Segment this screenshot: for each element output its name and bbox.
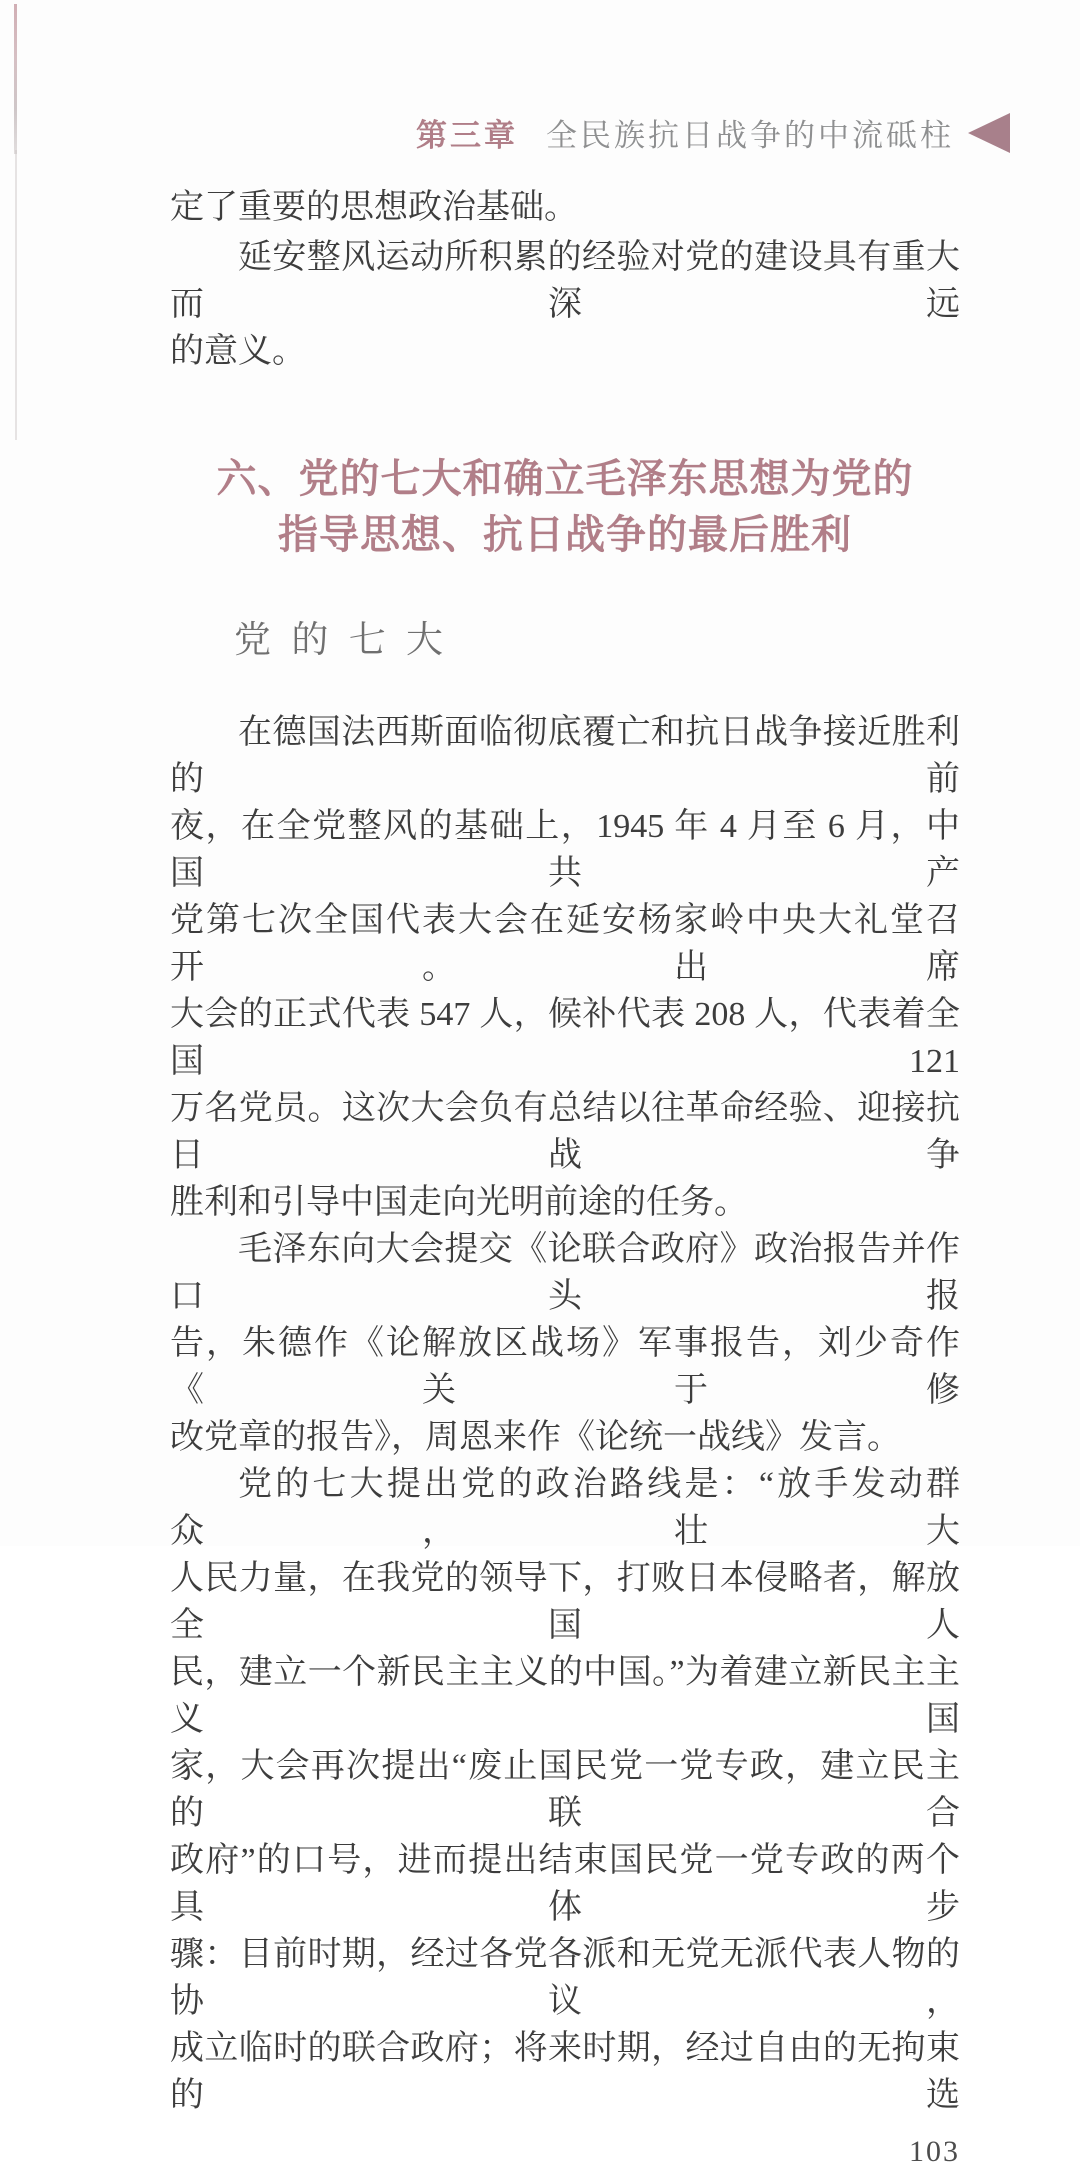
page-header: [416, 110, 1010, 155]
intro-paragraph: [170, 234, 960, 375]
chapter-label: 第三章: [416, 118, 518, 154]
text-line: 骤：目前时期，经过各党各派和无党无派代表人物的协议，: [170, 1936, 960, 2020]
text-line: 党第七次全国代表大会在延安杨家岭中央大礼堂召开。出席: [170, 902, 960, 986]
scan-artifact-line: [14, 4, 17, 154]
section-heading-line1: 六、党的七大和确立毛泽东思想为党的: [216, 456, 914, 502]
text-line: 胜利和引导中国走向光明前途的任务。: [170, 1184, 748, 1221]
text-column: [170, 184, 960, 2169]
text-line: 定了重要的思想政治基础。: [170, 189, 578, 226]
text-line: 政府”的口号，进而提出结束国民党一党专政的两个具体步: [170, 1842, 960, 1926]
text-line: 人民力量，在我党的领导下，打败日本侵略者，解放全国人: [170, 1560, 960, 1644]
body-paragraph-3: [170, 1461, 960, 2119]
subheading: 党的七大: [234, 620, 464, 661]
text-line: 成立临时的联合政府；将来时期，经过自由的无拘束的选: [170, 2030, 960, 2114]
page-number: 103: [909, 2135, 960, 2168]
text-line: 在德国法西斯面临彻底覆亡和抗日战争接近胜利的前: [170, 714, 960, 798]
chapter-title: 全民族抗日战争的中流砥柱: [546, 118, 954, 154]
text-line: 党的七大提出党的政治路线是：“放手发动群众，壮大: [170, 1466, 960, 1550]
body-paragraph-2: [170, 1226, 960, 1461]
section-heading-line2: 指导思想、抗日战争的最后胜利: [278, 512, 852, 558]
text-line: 改党章的报告》，周恩来作《论统一战线》发言。: [170, 1419, 901, 1456]
section-heading: [170, 451, 960, 563]
text-line: 万名党员。这次大会负有总结以往革命经验、迎接抗日战争: [170, 1090, 960, 1174]
text-line: 民，建立一个新民主主义的中国。”为着建立新民主主义国: [170, 1654, 960, 1738]
text-line: 告，朱德作《论解放区战场》军事报告，刘少奇作《关于修: [170, 1325, 960, 1409]
body-paragraph-1: [170, 709, 960, 1226]
continuation-paragraph: [170, 184, 960, 231]
scan-artifact-line-tail: [15, 150, 17, 440]
chapter-marker-triangle-icon: [968, 113, 1010, 153]
text-line: 家，大会再次提出“废止国民党一党专政，建立民主的联合: [170, 1748, 960, 1832]
text-line: 毛泽东向大会提交《论联合政府》政治报告并作口头报: [170, 1231, 960, 1315]
text-line: 延安整风运动所积累的经验对党的建设具有重大而深远: [170, 239, 960, 323]
text-line: 的意义。: [170, 333, 306, 370]
text-line: 夜，在全党整风的基础上，1945 年 4 月至 6 月，中国共产: [170, 808, 960, 892]
text-line: 大会的正式代表 547 人，候补代表 208 人，代表着全国 121: [170, 996, 960, 1080]
page-footer: [170, 2135, 960, 2169]
